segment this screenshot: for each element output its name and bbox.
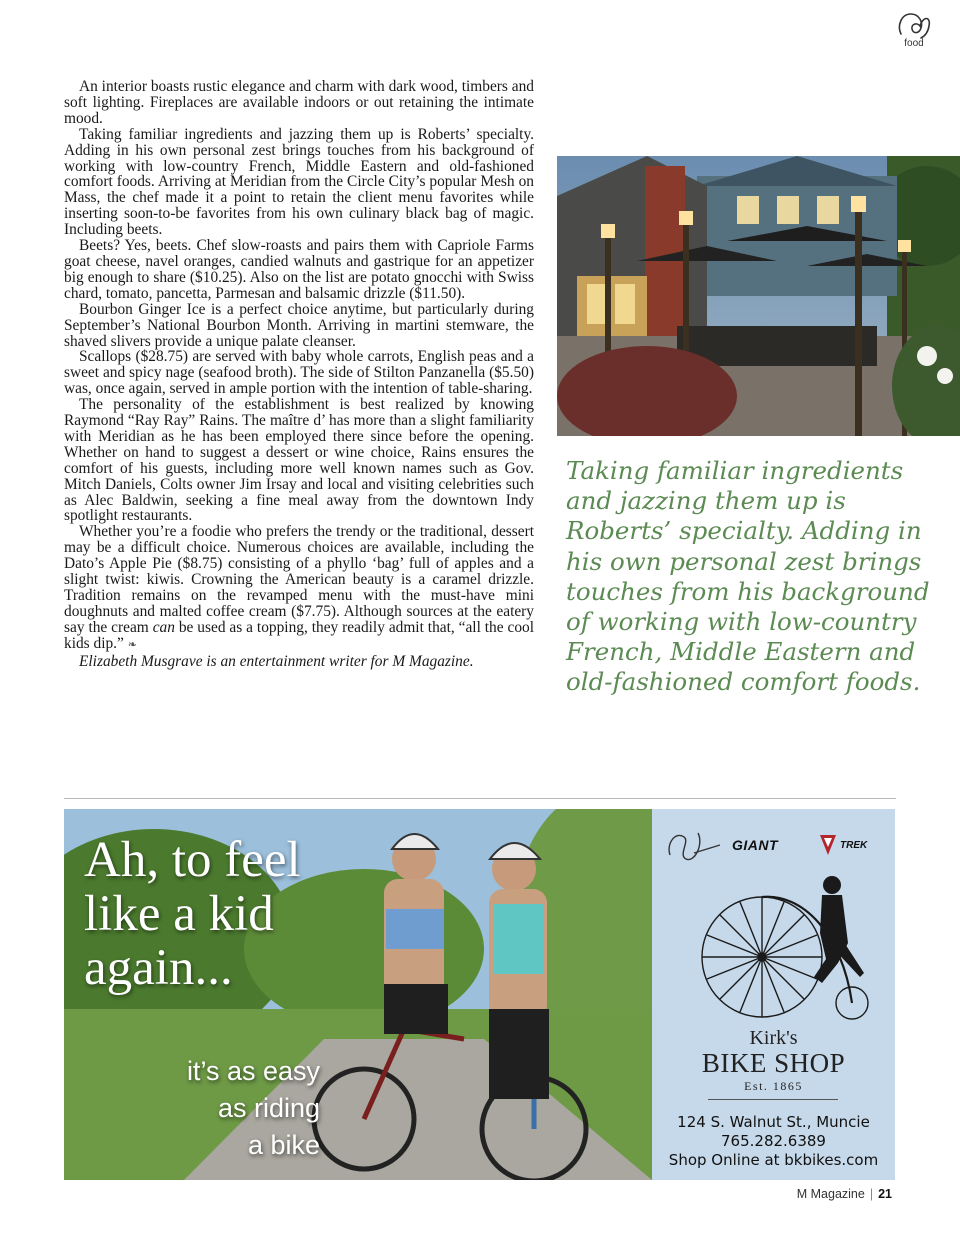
shop-name-line2: BIKE SHOP [701, 1048, 846, 1078]
page-footer [797, 1187, 892, 1201]
ad-tagline [120, 1053, 320, 1164]
author-byline: Elizabeth Musgrave is an entertainment writer for M Magazine. [79, 652, 474, 670]
ad-tagline-line: as riding [217, 1093, 320, 1123]
shop-name [652, 1027, 895, 1093]
shop-name-line1: Kirk's [749, 1027, 798, 1049]
end-mark-icon: ❧ [127, 638, 137, 651]
schwinn-signature-logo [664, 825, 724, 869]
footer-separator: | [869, 1187, 874, 1201]
article-paragraph: Scallops ($28.75) are served with baby whole carrots, English peas and a sweet and spicy nage (seafood broth). The side of Stilton Panzanella ($5.50) was, once again, served in ample portion with the intention of table-sharing. [64, 348, 534, 398]
trek-logo: TREK [840, 840, 868, 851]
shop-address: 124 S. Walnut St., Muncie [677, 1113, 870, 1131]
article-body [64, 79, 534, 670]
text-run: be used as a topping, they readily admit that, “all the cool kids dip.” [64, 618, 535, 652]
article-paragraph: The personality of the establishment is best realized by knowing Raymond “Ray Ray” Rains. The maître d’ has more than a slight familiarity with Meridian as he has been employed there since before the opening. Whether on hand to suggest a dessert or wine choice, Rains ensures the comfort of his guests, including more well known names such as Gov. Mitch Daniels, Colts owner Jim Irsay and local and visiting celebrities such as Alec Baldwin, seeking a fine meal away from the downtown Indy spotlight restaurants. [64, 396, 534, 525]
article-paragraph: Bourbon Ginger Ice is a perfect choice anytime, but particularly during September’s National Bourbon Month. Arriving in martini stemware, the shaved slivers provide a unique palate cleanser. [64, 300, 534, 350]
ad-headline-line: like a kid [84, 886, 274, 942]
ad-tagline-line: it’s as easy [186, 1056, 320, 1086]
pull-quote: Taking familiar ingredients and jazzing them up is Roberts’ specialty. Adding in his own personal zest brings touches from his background of working with low-country French, Middle Eastern and old-fashioned comfort foods. [566, 456, 930, 697]
magazine-logo [892, 8, 936, 54]
brand-logos [652, 825, 895, 869]
section-label: food [904, 38, 924, 49]
text-run: Whether you’re a foodie who prefers the trendy or the traditional, dessert may be a difficult choice. Numerous choices are available, including the Dato’s Apple Pie ($8.75) consisting of a phyllo ‘bag’ full of apples and a slight twist: kiwis. Crowning the American beauty is a caramel drizzle. Tradition remains on the revamped menu with the must-have mini doughnuts and malted coffee cream ($7.75). Although sources at the eatery say the cream [64, 523, 534, 636]
article-paragraph-final [64, 524, 534, 653]
shop-phone: 765.282.6389 [721, 1132, 826, 1150]
ad-headline-line: Ah, to feel [84, 832, 301, 888]
article-paragraph: An interior boasts rustic elegance and charm with dark wood, timbers and soft lighting. Fireplaces are available indoors or out retaining the intimate mood. [64, 78, 534, 127]
article-paragraph: Beets? Yes, beets. Chef slow-roasts and pairs them with Capriole Farms goat cheese, navel oranges, candied walnuts and gastrique for an appetizer big enough to share ($10.25). Also on the list are potato gnocchi with Swiss chard, tomato, pancetta, Parmesan and balsamic drizzle ($11.50). [64, 237, 534, 302]
ad-headline-line: again... [84, 940, 233, 996]
shop-established: Est. 1865 [744, 1079, 803, 1093]
m-logo-icon [895, 8, 933, 42]
ad-shop-panel [652, 809, 895, 1180]
section-divider [64, 798, 896, 799]
giant-logo: GIANT [732, 837, 779, 853]
ad-headline [84, 833, 384, 995]
ad-photo-cyclists [64, 809, 652, 1180]
page-number: 21 [878, 1187, 892, 1201]
shop-divider [708, 1099, 838, 1100]
ad-tagline-line: a bike [247, 1130, 320, 1160]
emphasis-word: can [152, 618, 175, 636]
restaurant-patio-photo [557, 156, 960, 436]
penny-farthing-illustration [692, 873, 882, 1023]
trek-emblem-icon [820, 835, 836, 855]
article-paragraph: Taking familiar ingredients and jazzing them up is Roberts’ specialty. Adding in his own personal zest brings touches from his background of working with low-country French, Middle Eastern and old-fashioned comfort foods. Arriving at Meridian from the Circle City’s popular Mesh on Mass, the chef made it a point to retain the client menu favorites while inserting soon-to-be favorites from his own culinary black bag of magic. Including beets. [64, 125, 534, 239]
shop-website: Shop Online at bkbikes.com [668, 1151, 879, 1169]
footer-magazine: M Magazine [796, 1187, 865, 1201]
shop-contact [652, 1113, 895, 1170]
